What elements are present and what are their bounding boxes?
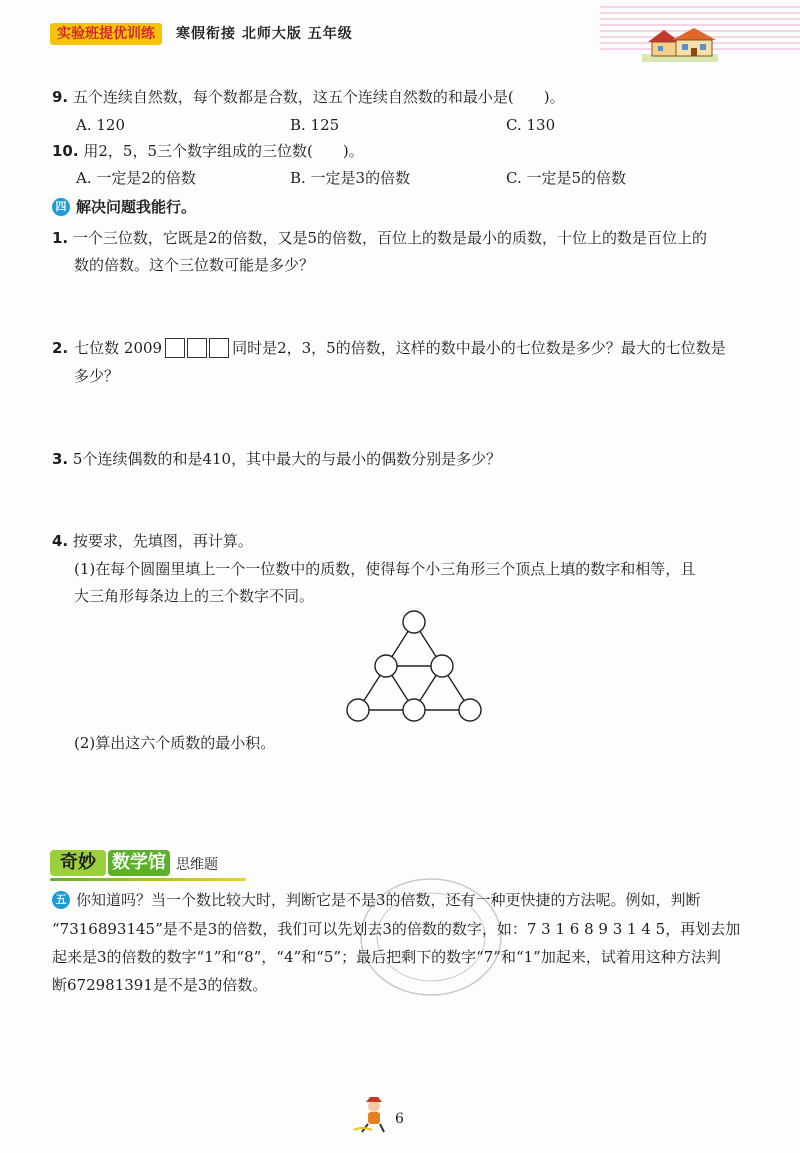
fun-banner-right: 数学馆 [108,850,170,876]
digit-box[interactable] [165,338,185,358]
mascot-icon [352,1096,392,1136]
page-number: 6 [395,1111,404,1127]
question-9 [52,86,565,108]
page-header [0,0,800,66]
triangle-figure [344,606,484,728]
circle-bottom-left[interactable] [347,699,369,721]
option-b: B. 125 [290,116,340,134]
problem-4-part2: (2)算出这六个质数的最小积。 [74,734,276,752]
circle-bottom-middle[interactable] [403,699,425,721]
circle-bottom-right[interactable] [459,699,481,721]
question-text: 用2，5，5三个数字组成的三位数( )。 [83,142,364,160]
option-c: C. 一定是5的倍数 [506,169,627,187]
question-text: 同时是2，3，5的倍数，这样的数中最小的七位数是多少？最大的七位数是 [232,339,726,357]
problem-1 [52,227,707,249]
question-number: 9. [52,88,69,106]
question-number: 3. [52,450,69,468]
problem-3 [52,448,501,470]
section-5-line3: 起来是3的倍数的数字“1”和“8”，“4”和“5”；最后把剩下的数字“7”和“1”加起来，试着用这种方法判 [52,948,721,966]
section-title: 解决问题我能行。 [76,198,197,216]
question-text: 五个连续自然数，每个数都是合数，这五个连续自然数的和最小是( )。 [72,88,565,106]
fun-banner-left: 奇妙 [50,850,106,876]
question-10 [52,140,364,162]
question-number: 1. [52,229,69,247]
digit-box[interactable] [209,338,229,358]
problem-4-part1-line2: 大三角形每条边上的三个数字不同。 [74,587,315,605]
question-number: 4. [52,532,69,550]
section-badge: 四 [52,198,70,216]
house-icon [642,26,718,62]
circle-top[interactable] [403,611,425,633]
problem-2 [52,337,726,359]
series-title: 寒假衔接 北师大版 五年级 [176,26,353,42]
question-text: 七位数 2009 [74,339,163,357]
brand-label: 实验班提优训练 [50,23,162,45]
digit-box[interactable] [187,338,207,358]
question-number: 2. [52,339,69,357]
section-badge: 五 [52,891,70,909]
question-text: 5个连续偶数的和是410，其中最大的与最小的偶数分别是多少？ [72,450,502,468]
question-number: 10. [52,142,79,160]
digit-boxes [165,338,229,358]
problem-1-line2: 数的倍数。这个三位数可能是多少？ [74,256,315,274]
option-b: B. 一定是3的倍数 [290,169,411,187]
problem-4 [52,530,253,552]
section-5-line4: 断672981391是不是3的倍数。 [52,976,268,994]
fun-banner-tag: 思维题 [176,857,218,873]
circle-middle-right[interactable] [431,655,453,677]
circle-middle-left[interactable] [375,655,397,677]
question-text: 按要求，先填图，再计算。 [72,532,253,550]
question-text: 一个三位数，它既是2的倍数，又是5的倍数，百位上的数是最小的质数，十位上的数是百位上的 [72,229,708,247]
section-5-line2: “7316893145”是不是3的倍数，我们可以先划去3的倍数的数字，如：7 3 1 6 8 9 3 1 4 5，再划去加 [52,920,741,938]
option-a: A. 120 [76,116,125,134]
problem-4-part1: (1)在每个圆圈里填上一个一位数中的质数，使得每个小三角形三个顶点上填的数字和相等，且 [74,560,696,578]
option-a: A. 一定是2的倍数 [76,169,196,187]
banner-underline [50,878,246,881]
option-c: C. 130 [506,116,556,134]
problem-2-line2: 多少？ [74,367,120,385]
section-5-line1: 你知道吗？当一个数比较大时，判断它是不是3的倍数，还有一种更快捷的方法呢。例如，判断 [76,891,701,909]
